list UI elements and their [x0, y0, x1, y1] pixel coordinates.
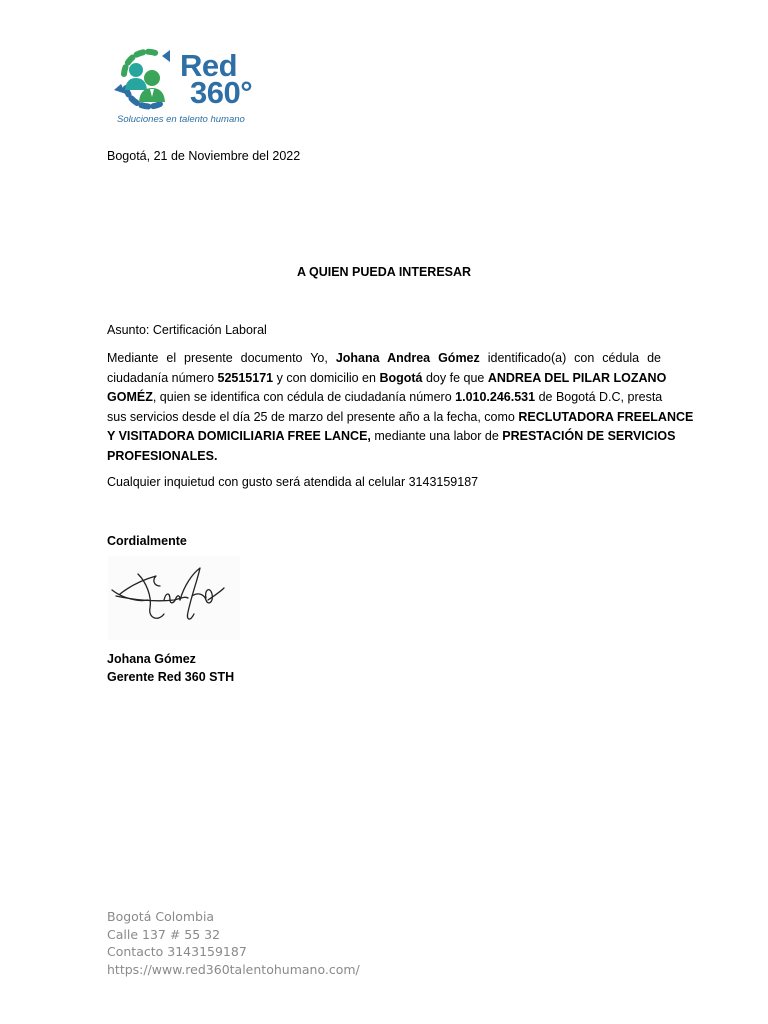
- footer-address: Calle 137 # 55 32: [107, 926, 221, 942]
- body-line: GOMÉZ, quien se identifica con cédula de ciudadanía número 1.010.246.531 de Bogotá D.C, presta: [107, 390, 663, 405]
- body-line: Mediante el presente documento Yo, Johana Andrea Gómez identificado(a) con cédula de: [107, 351, 661, 365]
- signature-image: [108, 556, 240, 640]
- letter-body-paragraph: [107, 349, 694, 467]
- closing-text: Cordialmente: [107, 534, 187, 548]
- signer-role: Gerente Red 360 STH: [107, 670, 235, 684]
- letter-footer: [107, 908, 360, 978]
- body-line: ciudadanía número 52515171 y con domicilio en Bogotá doy fe que ANDREA DEL PILAR LOZANO: [107, 370, 667, 385]
- body-line: PROFESIONALES.: [107, 448, 218, 463]
- signature-icon: [108, 556, 240, 640]
- company-logo: [112, 44, 282, 130]
- letter-subject: Asunto: Certificación Laboral: [107, 323, 267, 337]
- logo-name-number: 360°: [190, 75, 253, 110]
- logo-name-word: Red: [180, 48, 238, 83]
- logo-tagline: Soluciones en talento humano: [117, 114, 245, 125]
- contact-paragraph: [107, 473, 661, 493]
- letter-date: Bogotá, 21 de Noviembre del 2022: [107, 149, 301, 163]
- signer-name: Johana Gómez: [107, 652, 196, 666]
- body-line: Y VISITADORA DOMICILIARIA FREE LANCE, mediante una labor de PRESTACIÓN DE SERVICIOS: [107, 429, 676, 444]
- footer-phone: Contacto 3143159187: [107, 944, 247, 959]
- body-line: sus servicios desde el día 25 de marzo del presente año a la fecha, como RECLUTADORA FREELANCE: [107, 409, 694, 424]
- letter-heading: A QUIEN PUEDA INTERESAR: [296, 265, 472, 279]
- footer-website-link[interactable]: https://www.red360talentohumano.com/: [107, 961, 360, 977]
- footer-city: Bogotá Colombia: [107, 909, 215, 924]
- logo-emblem-icon: [112, 44, 182, 112]
- contact-line: Cualquier inquietud con gusto será atendida al celular 3143159187: [107, 475, 479, 489]
